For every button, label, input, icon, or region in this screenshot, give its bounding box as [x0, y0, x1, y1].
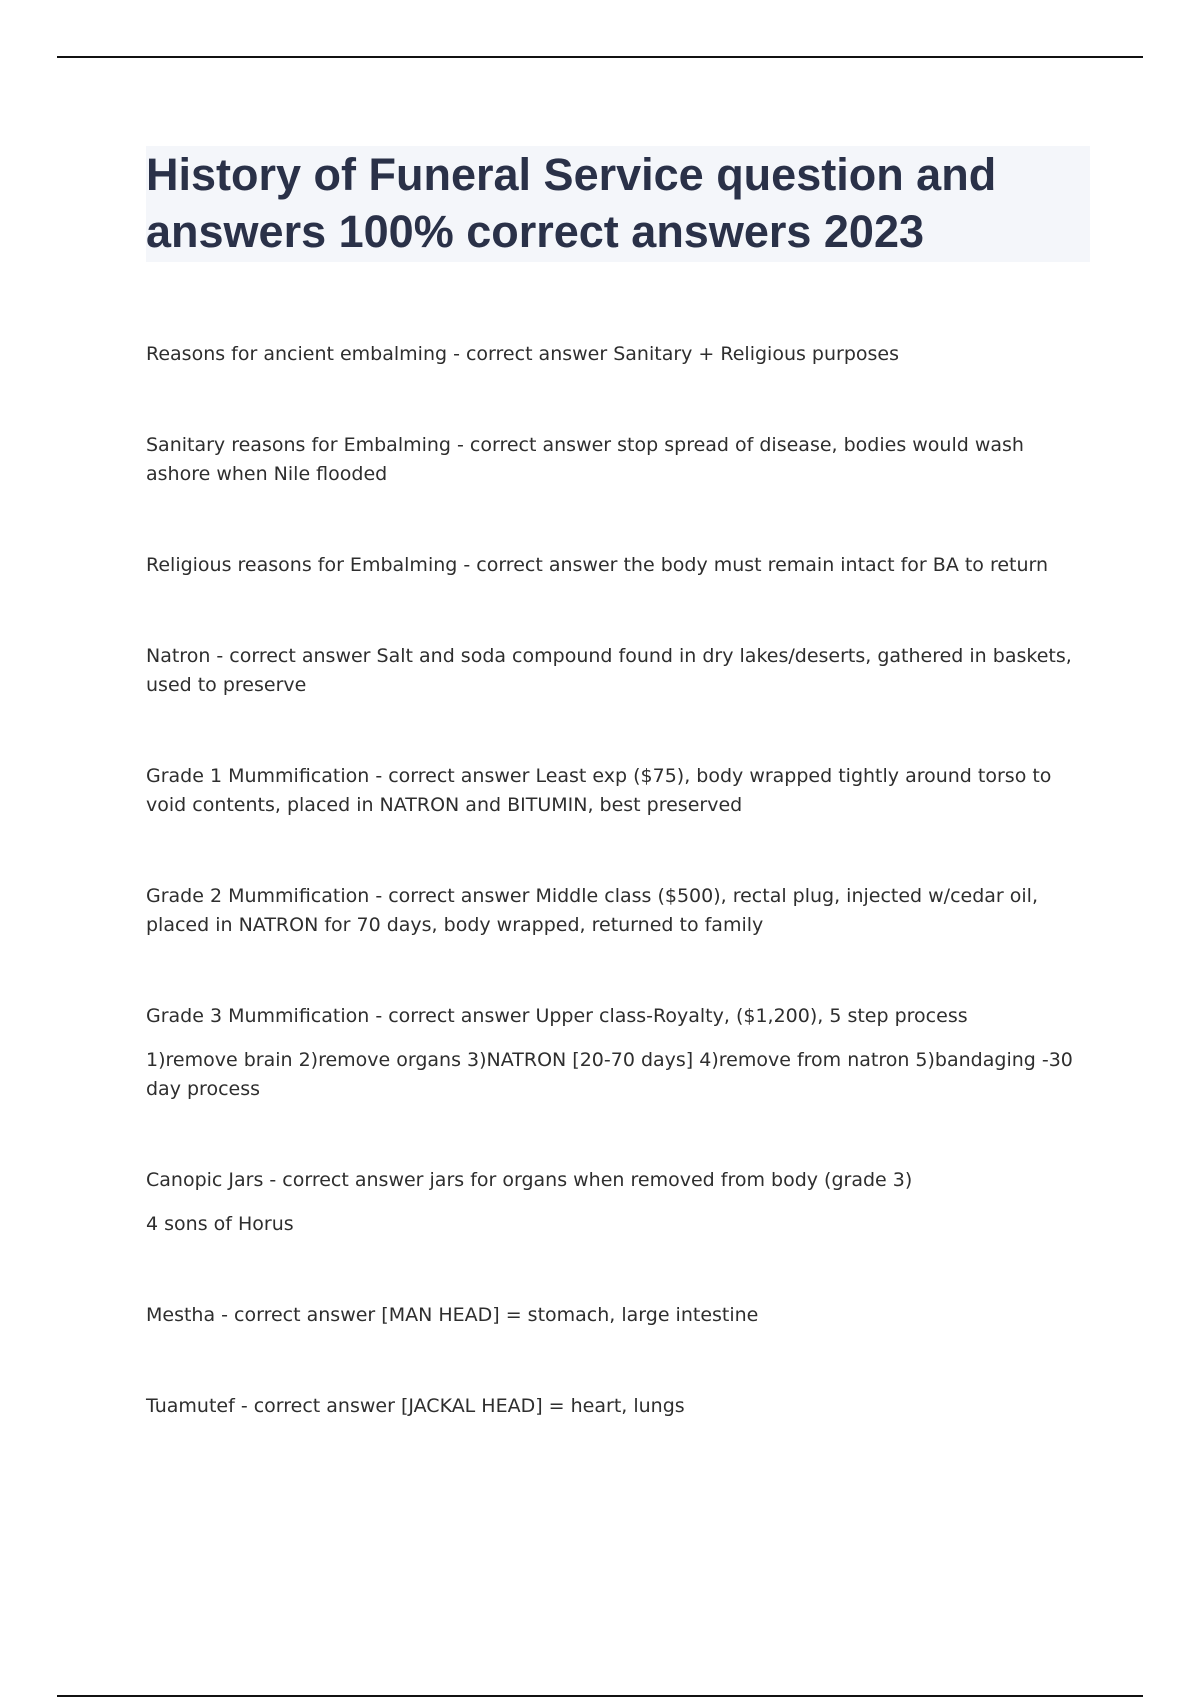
- qa-text: Mestha - correct answer [MAN HEAD] = stomach, large intestine: [146, 1304, 759, 1326]
- qa-entry: [146, 551, 1090, 580]
- qa-entry: [146, 642, 1090, 700]
- qa-entry: [146, 762, 1090, 820]
- qa-text: Grade 2 Mummification - correct answer Middle class ($500), rectal plug, injected w/cedar oil, placed in NATRON for 70 days, body wrapped, returned to family: [146, 885, 1038, 936]
- document-title: History of Funeral Service question and answers 100% correct answers 2023: [146, 149, 997, 257]
- qa-entry: [146, 1166, 1090, 1239]
- qa-text-continued: 1)remove brain 2)remove organs 3)NATRON [20-70 days] 4)remove from natron 5)bandaging -30 day process: [146, 1049, 1073, 1100]
- qa-text: Tuamutef - correct answer [JACKAL HEAD] = heart, lungs: [146, 1395, 685, 1417]
- qa-entry: [146, 340, 1090, 369]
- qa-text-continued: 4 sons of Horus: [146, 1213, 294, 1235]
- qa-text: Grade 1 Mummification - correct answer Least exp ($75), body wrapped tightly around torso to void contents, placed in NATRON and BITUMIN, best preserved: [146, 765, 1052, 816]
- qa-text: Canopic Jars - correct answer jars for organs when removed from body (grade 3): [146, 1169, 913, 1191]
- qa-entry: [146, 882, 1090, 940]
- title-box: [146, 146, 1090, 262]
- qa-entry: [146, 1392, 1090, 1421]
- qa-text: Sanitary reasons for Embalming - correct answer stop spread of disease, bodies would wash ashore when Nile flooded: [146, 434, 1024, 485]
- qa-entry: [146, 1002, 1090, 1104]
- qa-text: Grade 3 Mummification - correct answer Upper class-Royalty, ($1,200), 5 step process: [146, 1005, 968, 1027]
- qa-entry: [146, 431, 1090, 489]
- top-rule: [57, 56, 1143, 58]
- qa-text: Reasons for ancient embalming - correct answer Sanitary + Religious purposes: [146, 343, 900, 365]
- qa-text: Natron - correct answer Salt and soda compound found in dry lakes/deserts, gathered in baskets, used to preserve: [146, 645, 1072, 696]
- page-content: [146, 146, 1090, 1483]
- bottom-rule: [57, 1695, 1143, 1697]
- qa-entry: [146, 1301, 1090, 1330]
- qa-text: Religious reasons for Embalming - correct answer the body must remain intact for BA to return: [146, 554, 1049, 576]
- qa-list: [146, 340, 1090, 1421]
